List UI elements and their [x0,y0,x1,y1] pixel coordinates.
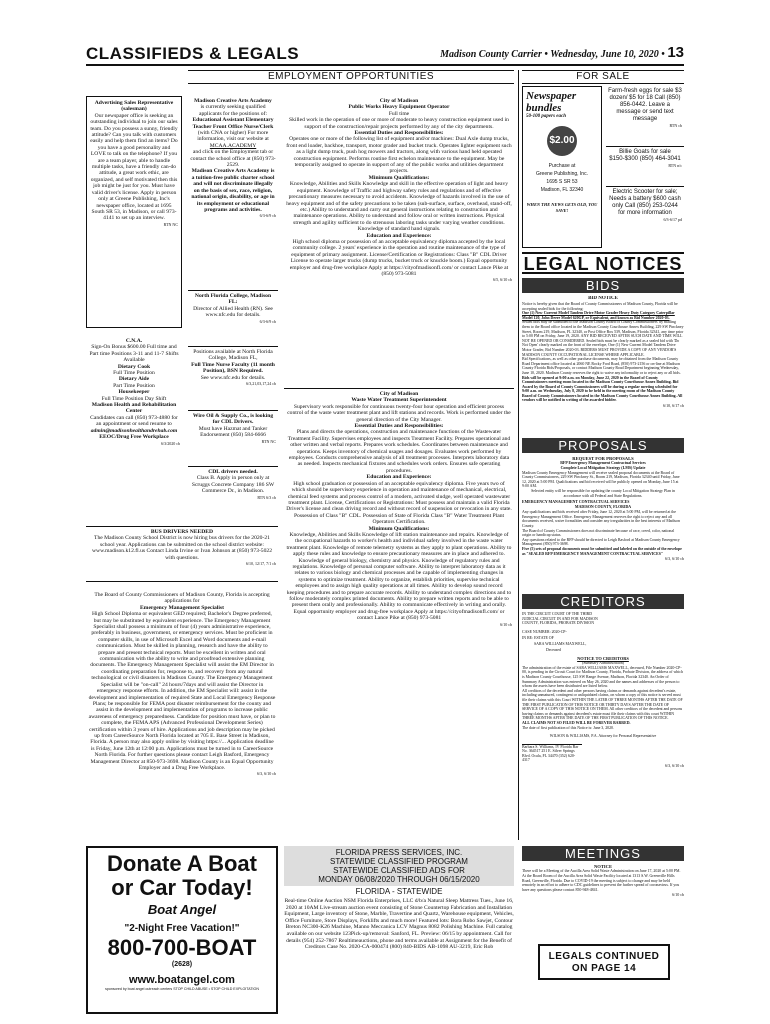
cdl-drivers-ad [188,466,278,518]
donate-website[interactable]: www.boatangel.com [129,974,235,986]
ad-subtitle: Public Works Heavy Equipment Operator [348,104,450,111]
fpsi-statewide-ad [284,846,514,1014]
ad-heading: Minimum Qualifications: [368,174,430,181]
meeting-body: There will be a Meeting of the Aucilla Area Solid Waste Administration on June 17, 2020 at 5:00 PM. At the Board Room of the Aucilla Area Solid Waste Facility located at 1313 S.W. Greenville Hills Road, Greenville, Florida. Due to COVID-19 the meeting is subject to change and may be held remotely in an effort to adhere to CDC guidelines to prevent the further spread of coronavirus. If you have any questions please contact 850-948-4841. [522,869,681,892]
bundle-tagline: WHEN THE NEWS GETS OLD, YOU SAVE! [526,202,598,213]
ad-subtitle: 50-100 papers each [526,114,566,119]
ad-tag: 6/5, 6/10 cb [493,277,512,283]
rfp-notice [522,456,684,590]
ad-tag: 6/3,21,03,17,24 cb [246,381,276,387]
ad-body: Knowledge, Abilities and Skills Knowledge of lift station maintenance and repairs. Knowledge of the occupational hazards to worker's health and individual safety involved in the waste water treatment plant. Knowledge of remote telemetry systems as they apply to plant operations. Ability to apply these rules and knowledge to ensure precautionary measures are in place and adhered to. Knowledge of general biology, chemistry and physics. Knowledge of regulatory rules and regulations. Knowledge of personal computer software. Ability to interpret laboratory data as it relates to various biology and chemical processes and be capable of implementing changes in systems to optimize treatment. Ability to organize, establish priorities, supervise technical employees and to assign high quality operations at all times. Ability to develop sound record keeping procedures and to prepare accurate records. Ability to understand complex directions and to follow moderately complex printed documents. Ability to prepare written reports and to be able to present them orally and professionally. Ability to communicate effectively in writing and orally. Equal opportunity employer and drug-free workplace Apply at https://cityofmadisonfl.com/ or contact Lance Pike at (850) 973-5081 [286,531,512,622]
ad-body: Full Time Position Day Shift [101,395,167,402]
farm-eggs-ad [606,86,684,138]
ad-heading: Minimum Qualifications: [368,525,430,532]
ad-title: C.N.A. [125,338,143,344]
ad-heading: Madison Health and Rehabilitation Center [91,402,177,415]
masthead-rule [86,64,684,66]
ad-body: Candidates can call (850) 973-4880 for an appointment or send resume to [90,414,178,428]
ad-body: Full Time Position [113,370,155,377]
ad-body: Skilled work in the operation of one or more of moderate to heavy construction equipment used in support of the construction/repair projects performed by any of the city departments. [289,117,509,130]
bid-tag: 6/10, 6/17 cb [663,403,684,409]
bus-drivers-ad [86,526,278,582]
paper-name: Madison County Carrier [440,49,542,60]
ad-tag: 6/3-6/17 pd [663,217,682,222]
fpsi-line: STATEWIDE CLASSIFIED ADS FOR [333,866,465,875]
ad-tag: RTN NC [261,438,276,444]
ad-body: Electric Scooter for sale; Needs a battery $600 cash only Call (850) 253-0244 for more information [609,189,681,216]
ad-body: The Madison County School District is now hiring bus drivers for the 2020-21 school year. Applications can be submitted on the school district website: www.madison.k12.fl.us Contact Linda Irvine or Ivan Johnson at (850) 973-5022 with questions. [91,535,272,561]
bid-p4: Bid Specifications, as well as other purchase documents, may be obtained from the Madison County Road Department office located at 2060 NE Rocky Ford Road, (850) 973-2156 or on-line at Madison County Florida Bids/Proposals, or contact Madison County Road Department beginning Wednesday, June 10, 2020. Madison County reserves the right to waive any informality or to reject any or all bids. [522,357,681,375]
ad-title: North Florida College, Madison FL: [194,293,272,306]
ad-body: See www.nfc.edu for details. [200,374,266,381]
ad-positions: Educational Assistant Elementary Teacher Front Office Nurse/Clerk [192,117,274,130]
rfp-p6: Five (5) sets of proposal documents must be submitted and labeled on the outside of the envelope as "SEALED RFP EMERGENCY MANAGEMENT CONTRACTUAL SERVICES" [522,546,682,556]
newspaper-bundles-ad [522,86,602,248]
ad-title: Newspaper bundles [526,90,577,114]
ad-heading: Essential Duties and Responsibilities: [354,423,444,430]
rfp-p4: The Board of County Commissioners does not discriminate because of race, creed, color, national origin or handicap status. [522,528,675,538]
column-divider [518,70,519,840]
issue-date: Wednesday, June 10, 2020 [550,49,659,60]
ad-body: High School Diploma or equivalent GED required; Bachelor's Degree preferred, but may be substituted by equivalent experience. The Emergency Management Specialist shall possess a minimum of four (4) years administrative experience, preferably in business, government, or emergency services. Must be proficient in computer skills, in use of Microsoft Excel and Word documents and e-mail communication. Must be skilled in planning, research and have the ability to prepare and present technical reports. Must be excellent in written and oral communication with the ability to write and proofread extensive planning documents. The Emergency Management Specialist will assist the EM Director in coordinating preparation for, response to, and recovery from any natural technological or civil disasters in Madison County. The Emergency Management Specialist will be "on-call" 24 hours/7days and will assist the Director in emergency response efforts. In addition, the EM Specialist will: assist in the development and implementation of required State and Local Emergency Response Plans; be responsible for FEMA post disaster reimbursement for the county and assist in the development and implementation of programs to increase public awareness of emergency preparedness. Candidate for position must have, or plan to complete, the FEMA APS (Advanced Professional Development Series) certification within 3 years of hire. Applications and job description may be picked up from CareerSource North Florida located at 705 E. Base Street in Madison, Florida. A person may also apply online by visiting https://... Application deadline is Friday, June 12th at 12:00 p.m. Applications must be turned in to CareerSource North Florida. For further questions please contact Leigh Basford, Emergency Management Director at 850-973-3698. Madison County is an Equal Opportunity Employer and a Drug Free Workplace. [88,611,276,771]
ad-body: Knowledge, Abilities and Skills Knowledge and skill in the effective operation of light and heavy equipment. Knowledge of Traffic and highway safety rules and regulations and of effective precautionary measures necessary to avoid accidents. Knowledge of hazards involved in the use of heavy equipment and of the safety precautions to be taken (sub-surface, surface, overhead, stand-off, etc.) Ability to understand and carry out general instructions relating to construction and maintenance operations. Ability to understand and follow oral or written instructions. Physical strength and agility sufficient to do strenuous laboring tasks under varying weather conditions. Knowledge of standard hand signals. [286,181,512,233]
rfp-p2: Selected entity will be responsible for updating the county Local Mitigation Strategy Plan in accordance with all Federal and State Regulations. [531,488,675,498]
bundle-address: Greene Publishing, Inc. [536,171,588,177]
creditors-tag: 6/3, 6/10 cb [665,763,684,769]
ad-heading: Education and Experience: [366,232,432,239]
rfp-p5: Any questions related to the RFP should be directed to Leigh Basford at Madison County Emergency Management (850) 973-3698. [522,537,680,547]
employment-header: EMPLOYMENT OPPORTUNITIES [188,70,514,84]
waste-water-ad [284,388,514,840]
ad-eeo: Madison Creative Arts Academy is a tuition-free public charter school and will not discriminate illegally on the basis of sex, race, religion, national origin, disability, or age in its employment or educational programs and activities. [191,168,275,213]
bundle-address: Purchase at [548,163,576,169]
meeting-tag: 6/10 cb [672,892,684,898]
creditors-title: NOTICE TO CREDITORS [577,655,629,661]
ad-body: and click on the Employment tab or contact the school office at (850) 973-2529. [190,149,276,169]
bid-p5: Bids will be opened at 9:00 a.m. on Monday, June 22, 2020 in the Board of County Commissioners meeting room located in the Madison County Courthouse Annex Building. Bid Award by the Board of County Commissioners will be during a regular meeting scheduled for 9:00 a.m. on Wednesday, July 8, 2020 to be held in the meeting room of the Madison County Board of County Commissioners located in the Madison County Courthouse Annex Building. All vendors will be notified in writing of the awarded bidder. [522,375,683,403]
rep-info: Barbara S. Williams, IV Florida Bar No. 364517 251 E. Silver Springs Blvd. Ocala, FL 34470 (352) 620-4317 [522,744,579,763]
legal-notices-header: LEGAL NOTICES [523,254,683,274]
section-title: CLASSIFIEDS & LEGALS [86,44,300,63]
ad-body: The Board of County Commissioners of Madison County, Florida is accepting applications for [94,592,270,605]
ad-body: Operates one or more of the following list of equipment and/or machines: Dual Axle dump trucks, front end loader, backhoe, transport, motor grader and bucket truck. Operates lighter equipment such as a light dump truck, push hog mowers and tractors, along with various hand held operated construction equipment. Performs routine first echelon maintenance to the equipment. May be temporarily assigned to operate in support of any of the public works and utilities department projects. [286,136,512,175]
ad-tag: RTN NC [163,221,178,227]
ad-body: Plans and directs the operations, construction and maintenance functions of the Wastewater Treatment Facility. Supervises employees and inspects Treatment Facility. Prepares operational and other written and verbal reports. Prepares work schedules. Coordinates between maintenance and operations. Keeps inventory of chemical usages and dosages. Evaluates work performed by employees. Conducts comprehensive analysis of all treatment processes. Interprets laboratory data as needed. Inspects mechanical fixtures and schedules work orders. Ensures safe operating procedures. [287,429,511,474]
ad-title: City of Madison [379,98,419,104]
bundle-address: Madison, FL 32340 [540,187,584,193]
billie-goats-ad [606,146,684,180]
north-florida-ad [188,290,278,338]
bid-notice [522,296,684,434]
rfp-sub: Complete Local Mitigation Strategy (LMS) Update [560,466,646,470]
ad-body: Billie Goats for sale $150-$300 (850) 464-3041 [609,149,681,162]
page-number: 13 [667,44,684,61]
ad-tag: 6/3-6/9 cb [259,318,276,324]
ad-body: is currently seeking qualified applicants for the positions of: [198,104,268,117]
rfp-p1: Madison County Emergency Management will receive sealed proposal documents at the Board of County Commissioners, 229 SW Pinckney St., Room 219, Madison, Florida 32340 until Friday, June 12, 2020 at 5:00 PM. Qualifications and bid received will be publicly opened on Monday, June 15 at 9:00 AM. [522,470,680,489]
price-badge [547,126,577,156]
ad-title: City of Madison [379,391,419,397]
decedent-name: SARA WILLIAMS MAXWELL, [534,641,587,646]
ad-tag: RTN cb [669,123,682,128]
heavy-equipment-ad [284,96,514,380]
ad-title: Emergency Management Specialist [140,604,224,611]
creditors-p1: The administration of the estate of SARA WILLIAMS MAXWELL, deceased, File Number 2020-CP-00, is pending in the Circuit Court for Madison County, Florida, Probate Division, the address of which is Madison County Courthouse, 125 SW Range Avenue, Madison, Florida 32340. An Order of Summary Administration was entered on May 26, 2020 and the names and addresses of the person to whom the assets have been distributed are listed below. [522,665,683,689]
meeting-notice [522,864,684,916]
creditors-p2: All creditors of the decedent and other persons having claims or demands against decedent's estate, including unmatured, contingent or unliquidated claims, on whom a copy of this notice is served must file their claims with this Court WITHIN THE LATER OF THREE MONTHS AFTER THE DATE OF THE FIRST PUBLICATION OF THIS NOTICE OR THIRTY DAYS AFTER THE DATE OF SERVICE OF A COPY OF THIS NOTICE ON THEM. All other creditors of the decedent and persons having claims or demands against decedent's estate must file their claims with this court WITHIN THREE MONTHS AFTER THE DATE OF THE FIRST PUBLICATION OF THIS NOTICE. [522,688,683,721]
ad-title: CDL drivers needed. [208,469,258,475]
ad-tag: 6/3/2020 cb [161,440,180,446]
ad-tag: RTN 6/3 cb [257,494,276,500]
ad-tag: RTN n/c [668,163,682,168]
ad-heading: Education and Experience: [366,474,432,481]
donate-fineprint: sponsored by boat angel outreach centers STOP CHILD ABUSE • STOP CHILD EXPLOITATION [105,987,259,991]
donate-headline: Donate A Boat [107,851,257,876]
ad-body: Farm-fresh eggs for sale $3 dozen/ $5 for 18 Call (850) 856-0442. Leave a message or send text message [608,88,682,122]
creditors-p3: ALL CLAIMS NOT SO FILED WILL BE FOREVER BARRED. [522,720,631,725]
bids-header: BIDS [522,278,684,293]
rfp-p3: Any qualifications and bids received after Friday, June 12, 2020 at 5:00 PM, will be returned at the Emergency Management Office. Emergency Management reserves the right to reject any and all documents received, waive formalities and consider any irregularities in the best interests of Madison County. [522,510,680,528]
creditors-notice [522,612,684,836]
ad-body: Supervisory work responsible for continuous twenty-four hour operation and efficient process control of the waste water treatment plant and lift stations and records. Work is performed under the general direction of the City Manager. [287,403,511,423]
scooter-ad [606,186,684,248]
bid-item: One (1) New Current Model Tandem Drive Motor Grader Heavy Duty Category Caterpillar Model 120, John Deere Model 620GP, or Equivalent, and known as Bid Number 2020-03. [522,311,675,320]
ad-tag: 6/10, 12/17, 7/1 cb [245,561,276,567]
fpsi-subheading: FLORIDA - STATEWIDE [355,887,443,896]
donate-phone-digits: (2628) [171,961,193,968]
ad-title: Wire Oil & Supply Co., is looking for CDL Drivers. [192,413,274,426]
ad-heading: Housekeeper [118,389,150,396]
ad-heading: EEOC/Drug Free Workplace [99,434,169,441]
creditors-header: CREDITORS [522,594,684,609]
ad-body: Our newspaper office is seeking an outstanding individual to join our sales team. Do you possess a sunny, friendly attitude? Can you talk with customers easily and help them find an items? Do you have a good personality and LOVE to talk on the telephone? If you are a team player, able to handle multiple tasks, have a friendly can-do attitude, a great work ethic, are organized, and self motivated then this job might be just for you. Must have valid driver's license. Apply in person only at Greene Publishing, Inc's newspaper office, located at 1695 South SR 53, in Madison, or call 973-4141 to set up an interview. [90,112,178,222]
rfp-heading: MADISON COUNTY, FLORIDA [574,505,632,510]
bid-title: BID NOTICE [588,296,618,301]
ad-body: Director of Allied Health (RN). See www.nfc.edu for details. [193,305,273,319]
ad-type: Full time [388,110,410,117]
email-link[interactable]: admin@madisonhealthandrehab.com [90,427,178,434]
ad-tag: 6/3-6/9 cb [259,213,276,219]
ad-body: Part Time Position [113,382,155,389]
donate-phone[interactable]: 800-700-BOAT [107,935,257,960]
ad-title: BUS DRIVERS NEEDED [150,529,214,535]
ad-title: Full Time Nurse Faculty (11 month Position), BSN Required. [191,361,275,375]
creative-arts-ad [188,96,278,284]
donate-boat-ad [86,846,278,1014]
cna-ad [86,336,182,518]
donate-headline-2: or Car Today! [111,875,253,900]
creditors-sub: (Summary Administration) [581,661,625,666]
ad-body: High school diploma or possession of an acceptable equivalency diploma accepted by the local community college. 2 years' experience in the operation and routine maintenance of the type of equipment of primary assignment. License/Certification or Registrations: Class "B" CDL Driver License to operate larger trucks (dump trucks, bucket truck or knuckle boom.) Equal opportunity employer and drug-free workplace Apply at https://cityofmadisonfl.com/ or contact Lance Pike at (850) 973-5081 [289,238,509,277]
em-specialist-ad [86,590,278,838]
continued-notice: LEGALS CONTINUED ON PAGE 14 [538,944,670,980]
ad-body: (with CNA or higher) For more information, visit our website at [197,130,269,143]
meetings-header: MEETINGS [522,846,684,861]
ad-title: Madison Creative Arts Academy [194,98,272,104]
price-badge-text: $2.00 [549,135,575,146]
case-number: CASE NUMBER: 2020-CP- [522,629,567,634]
ad-subtitle: Waste Water Treatment Superintendent [351,397,447,404]
ad-tag: 6/10 cb [500,621,512,627]
ad-heading: Dietary Cook [117,363,151,370]
fpsi-line: MONDAY 06/08/2020 THROUGH 06/15/2020 [318,875,480,884]
ad-body: Class B. Apply in person only at Scruggs Concrete Company 186 SW Commerce Dr., in Madison. [191,475,275,495]
wire-oil-ad [188,410,278,460]
proposals-header: PROPOSALS [522,438,684,453]
nfc-positions-ad [188,346,278,402]
court-caption: IN THE CIRCUIT COURT OF THE THIRD JUDICIAL CIRCUIT IN AND FOR MADISON COUNTY, FLORIDA, PROBATE DIVISION [522,612,598,626]
estate-of: IN RE: ESTATE OF [522,635,554,640]
masthead-info: Madison County Carrier • Wednesday, June 10, 2020 • 13 [440,44,684,61]
boat-angel-wordmark: Boat Angel [147,902,217,917]
deceased-label: Deceased [546,647,561,652]
rfp-sub: RFP Emergency Management Contractual Services [560,461,646,466]
bid-p1: Notice is hereby given that the Board of County Commissioners of Madison County, Florida will be accepting sealed bids for the following: [522,302,678,311]
ad-heading: Essential Duties and Responsibilities: [354,130,444,137]
ad-body: Must have Hazmat and Tanker Endorsement (850) 584-6666 [198,425,268,439]
meeting-title: NOTICE [593,864,613,869]
attorney-info: WILSON & WILLIAMS, P.A. Attorney for Personal Representative [549,734,657,739]
rfp-heading: EMERGENCY MANAGEMENT CONTRACTUAL SERVICES [522,500,630,505]
boat-angel-logo [88,902,276,918]
ad-title: Advertising Sales Representative (salesman) [94,100,174,113]
fpsi-line: STATEWIDE CLASSIFIED PROGRAM [330,857,468,866]
bid-p3: Sealed bids may be submitted to the Madison County Board of County Commissioners' by mailing them to the Board office located in the Madison County Courthouse Annex Building, 229 SW Pinckney Street, Room 219, Madison, FL 32340, or Post Office Box 539, Madison, Florida 32341, any time prior to 5:00 PM on Friday, June 19, 2020. ANY BID RECEIVED AFTER SUCH DATE AND TIME WILL NOT BE OPENED OR CONSIDERED. Sealed bids must be clearly marked as a sealed bid with 'Do Not Open' clearly marked on the front of the envelope, One (1) New Current Model Tandem Drive Motor Grader, Bid Number 2020-03. BIDDERS MUST PROVIDE A COPY OF ANY VENDOR'S MADISON COUNTY OCCUPATIONAL LICENSE WHERE APPLICABLE. [522,320,684,357]
ad-body: High school graduation or possession of an acceptable equivalency diploma. Five years two of which should be supervisory experience in operation and maintenance of mechanical, electrical, chemical feed systems and process control of a modern, activated sludge, well operated wastewater treatment plant. License, Certifications or Registrations: Must possess and maintain a valid Florida Driver's license and clean driving record and without record of suspension or revocation in any state. Possession of Class "B" CDL. Possession of State of Florida Class "B" Water Treatment Plant Operators Certification. [286,480,512,526]
donate-promo: "2-Night Free Vacation!" [124,923,240,934]
ad-body: Positions available at North Florida College, Madison FL, [193,349,273,362]
bundle-address: 1695 S SR 53 [546,179,578,185]
website-link[interactable]: MCAA.ACADEMY [209,142,257,149]
ad-tag: 6/3, 6/10 cb [257,771,276,777]
creditors-p4: The date of first publication of this Notice is: June 3, 2020. [522,725,614,730]
ad-body: Sign-On Bonus $600.00 Full time and Part time Positions 3-11 and 11-7 Shifts Available [89,344,179,364]
fpsi-body: Real-time Online Auction NSM Florida Enterprises, LLC d/b/a Natural Sleep Mattress Tues., June 16, 2020 at 10AM Live-stream auction event consisting of Stone Countertop Fabrication and Installation Equipment, Large inventory of Stone, Marble, Travertine and Quartz, Warehouse equipment, Vehicles, Office Furniture, Store Displays, Forklifts and much more! Featured lots: Bora Robo Sawjet, Contour Breton NC300-K26 Machine, Manno Meccanica LCV Magnus 8082 Polishing Machine. Full catalog available on our website 123Pick-up/removal: Sanford, FL. Preview: 06/15 by appointment. Call for details (954) 252-7867 Realtimeauctions, phone and terms available at Assignment for the Benefit of Creditors Case No. 2020-CA-000474 (800) 840-BIDS AB-1098 AU-3219, Eric Rob [284,898,514,951]
rfp-tag: 6/3, 6/10 cb [665,556,684,562]
for-sale-header: FOR SALE [522,70,684,84]
sales-rep-ad [86,96,182,328]
rfp-title: REQUEST FOR PROPOSALS [572,456,634,461]
ad-heading: Dietary Aide [118,376,150,383]
fpsi-line: FLORIDA PRESS SERVICES, INC. [335,848,463,857]
